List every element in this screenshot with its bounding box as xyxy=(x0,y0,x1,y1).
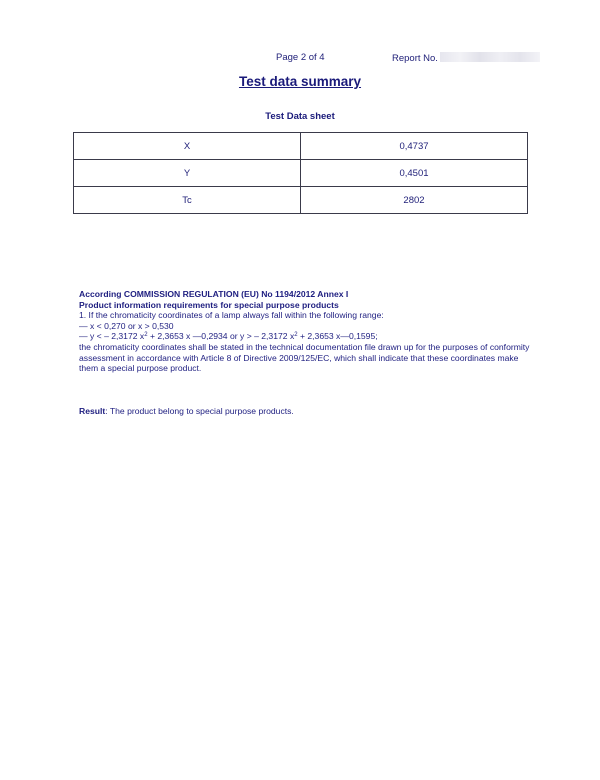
result-text: : The product belong to special purpose products. xyxy=(105,406,294,416)
regulation-line: — x < 0,270 or x > 0,530 xyxy=(79,320,174,331)
table-title: Test Data sheet xyxy=(265,111,335,122)
formula-part: + 2,3653 x—0,1595; xyxy=(297,331,378,342)
regulation-heading: According COMMISSION REGULATION (EU) No 1194/2012 Annex I xyxy=(79,289,349,299)
parameter-cell: X xyxy=(74,133,301,160)
value-cell: 0,4737 xyxy=(301,133,528,160)
table-row xyxy=(74,133,528,160)
result-label: Result xyxy=(79,406,106,416)
formula-exponent: 2 xyxy=(294,332,298,339)
regulation-section xyxy=(79,289,534,374)
regulation-paragraph: the chromaticity coordinates shall be stated in the technical documentation file drawn up for the purposes of conformity assessment in accordance with Article 8 of Directive 2009/125/EC, which shall indicate that these coordinates make them a special purpose product. xyxy=(79,341,530,374)
redacted-report-number xyxy=(440,52,540,62)
regulation-formula-line xyxy=(79,331,534,342)
page-title: Test data summary xyxy=(238,74,362,89)
formula-part: + 2,3653 x —0,2934 or y > – 2,3172 x xyxy=(147,331,295,342)
parameter-cell: Tc xyxy=(74,187,301,214)
table-row xyxy=(74,160,528,187)
formula-exponent: 2 xyxy=(144,332,148,339)
formula-part: — y < – 2,3172 x xyxy=(79,331,145,342)
parameter-cell: Y xyxy=(74,160,301,187)
test-data-table xyxy=(73,132,528,214)
value-cell: 0,4501 xyxy=(301,160,528,187)
value-cell: 2802 xyxy=(301,187,528,214)
page-header xyxy=(0,52,600,66)
page-number: Page 2 of 4 xyxy=(276,52,325,63)
result-statement xyxy=(79,406,294,416)
report-number-label: Report No. xyxy=(392,53,438,64)
regulation-line: 1. If the chromaticity coordinates of a lamp always fall within the following range: xyxy=(79,310,384,321)
regulation-subheading: Product information requirements for special purpose products xyxy=(79,299,339,310)
table-row xyxy=(74,187,528,214)
report-number xyxy=(392,52,540,64)
